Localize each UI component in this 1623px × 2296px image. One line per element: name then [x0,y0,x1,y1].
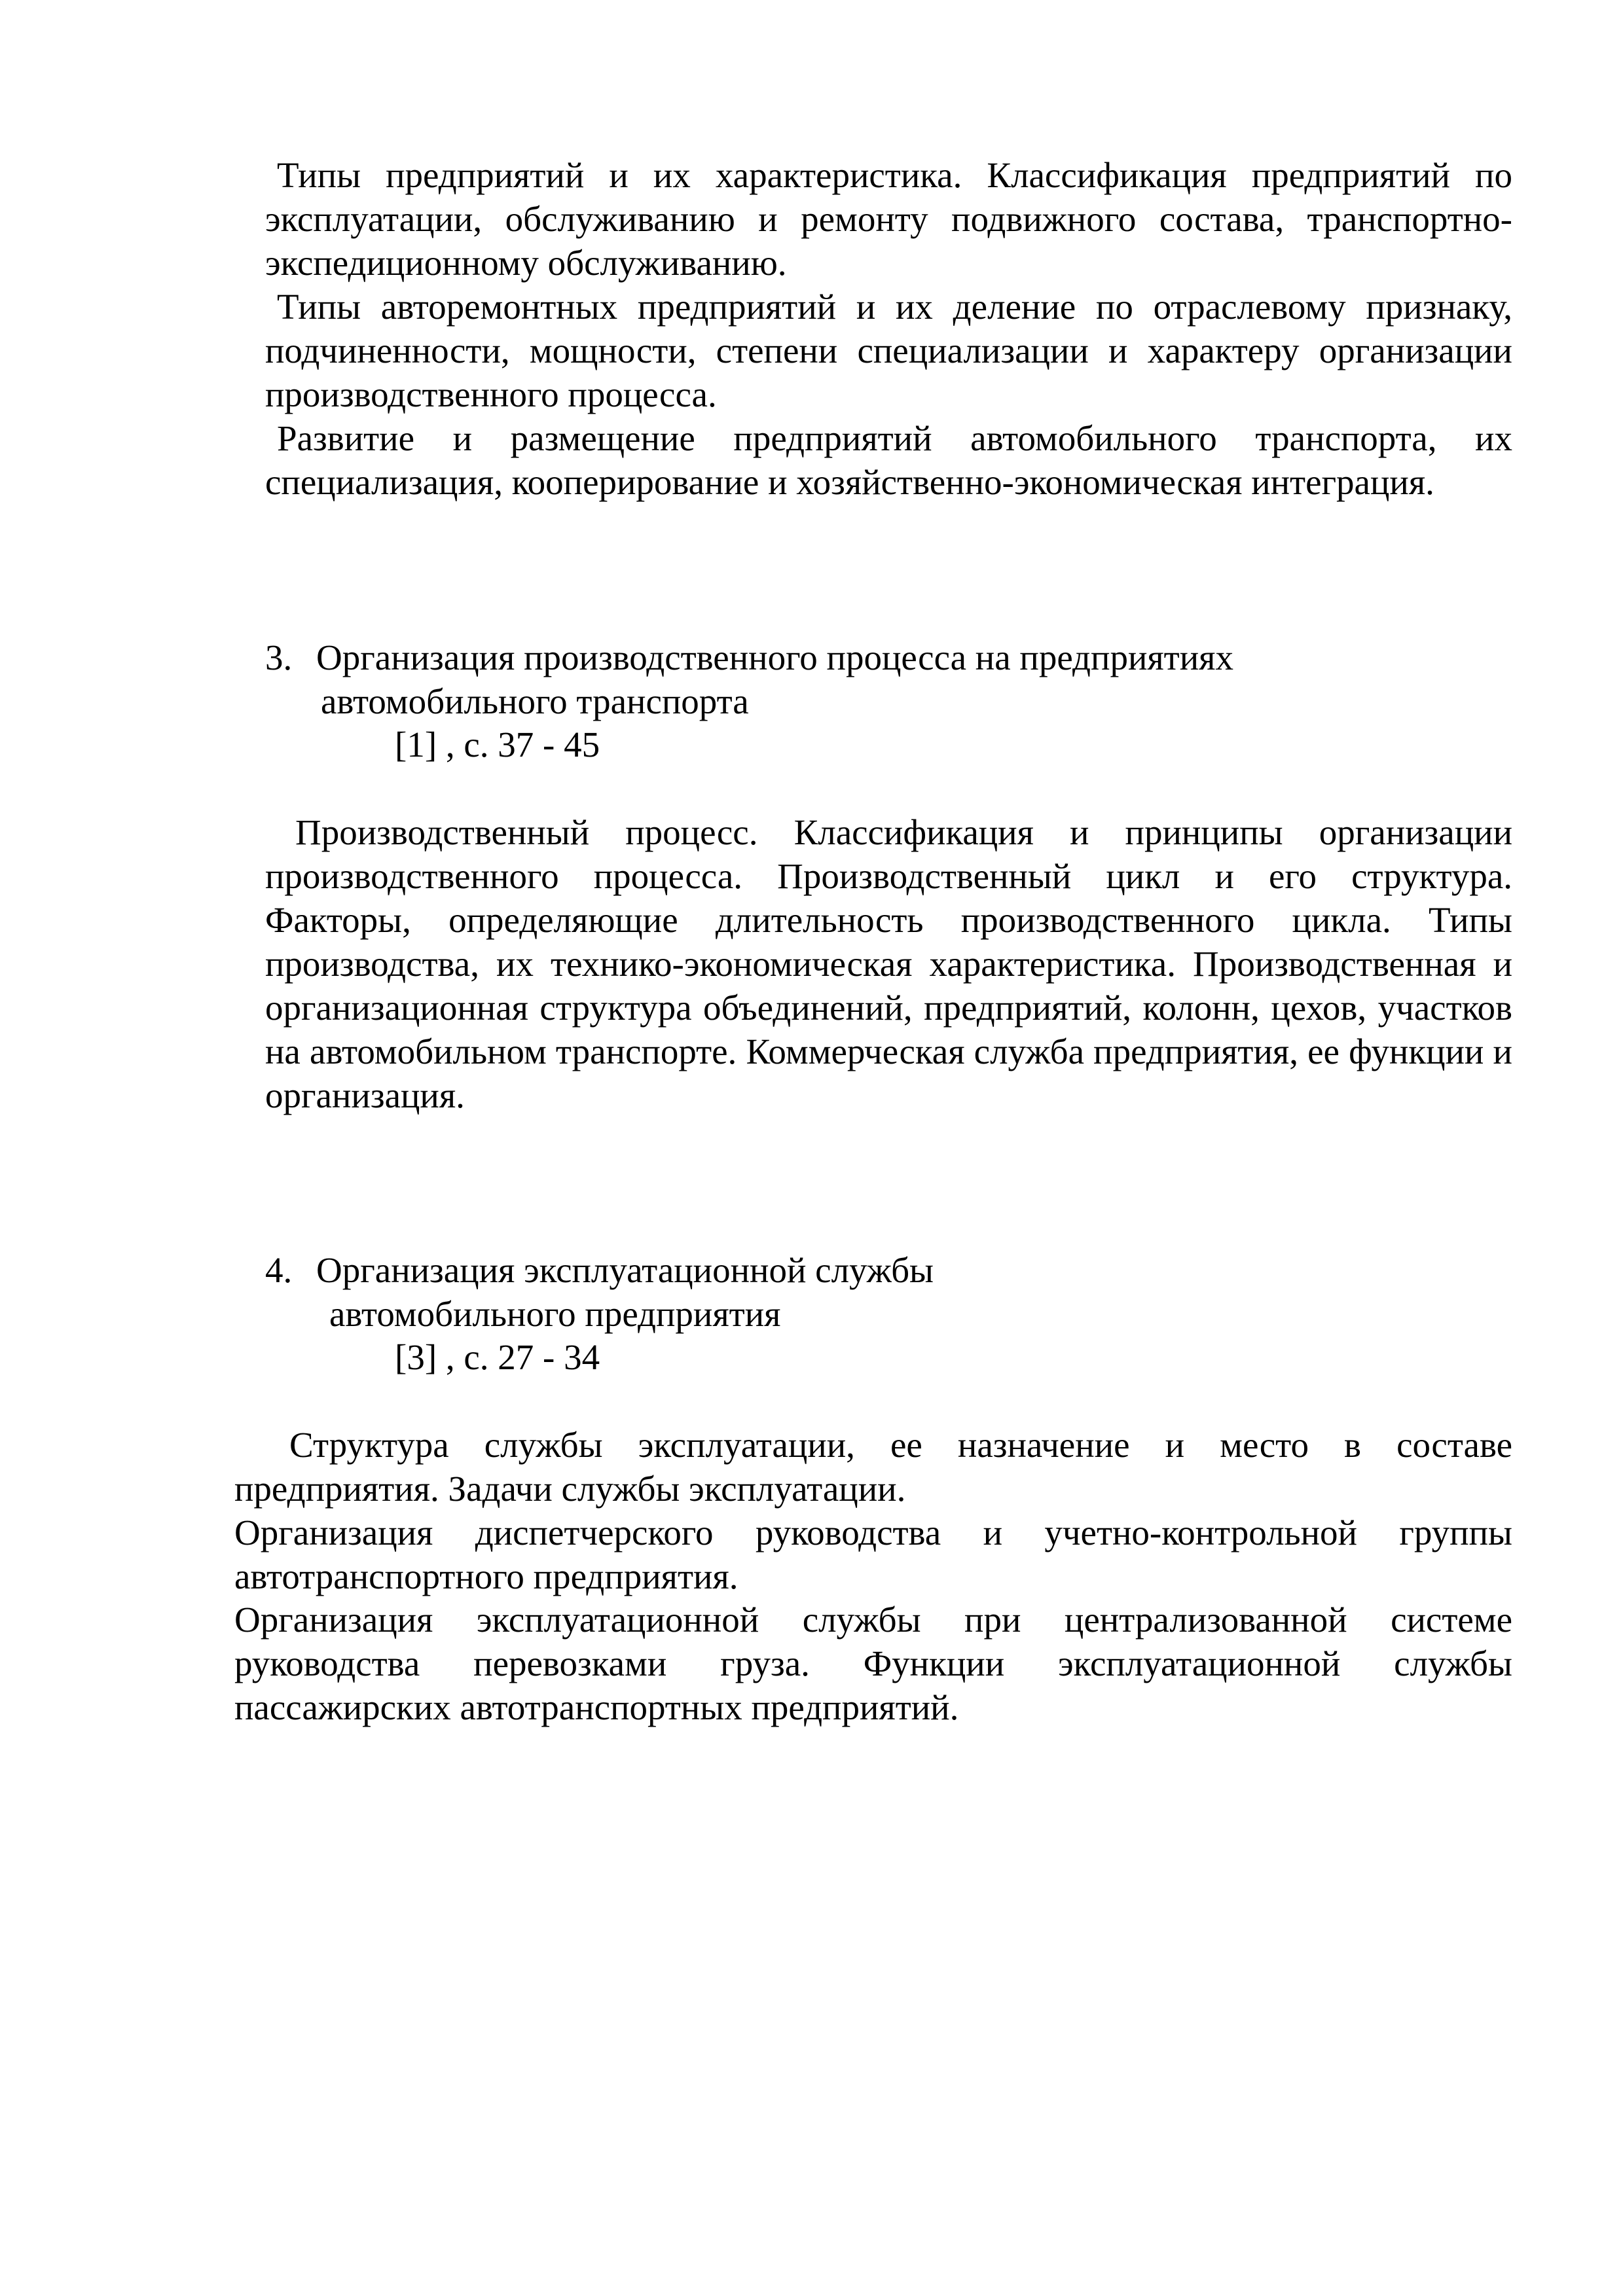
section-3-title [265,636,1233,679]
section-4-title-line-2: автомобильного предприятия [329,1294,781,1334]
section-4-reference: [3] , с. 27 - 34 [395,1337,600,1377]
section-3-title-line-1: Организация производственного процесса на предприятиях [316,637,1233,677]
section-4-title-line-1: Организация эксплуатационной службы [316,1250,934,1290]
section-4-paragraph-2: Организация диспетчерского руководства и учетно-контрольной группы автотранспортного предприятия. [234,1513,1512,1596]
section-4-title-line-2-wrap [329,1292,780,1336]
section-3-number: 3. [265,637,293,677]
section-4-paragraph-1: Структура службы эксплуатации, ее назначение и место в составе предприятия. Задачи службы эксплуатации. [234,1425,1512,1509]
section-3-reference: [1] , с. 37 - 45 [395,725,600,764]
intro-paragraph-2: Типы авторемонтных предприятий и их деление по отраслевому признаку, подчиненности, мощности, степени специализации и характеру организации производственного процесса. [265,287,1512,414]
intro-paragraph-1: Типы предприятий и их характеристика. Классификация предприятий по эксплуатации, обслуживанию и ремонту подвижного состава, транспортно-экспедиционному обслуживанию. [265,155,1512,283]
section-3-title-line-2-wrap [321,679,749,723]
section-4-title [265,1248,934,1292]
section-4-paragraph-3: Организация эксплуатационной службы при централизованной системе руководства перевозками груза. Функции эксплуатационной службы пассажирских автотранспортных предприятий. [234,1600,1512,1727]
section-3-body: Производственный процесс. Классификация и принципы организации производственного процесса. Производственный цикл и его структура. Факторы, определяющие длительность производственного цикла. Типы производства, их технико-экономическая характеристика. Производственная и организационная структура объединений, предприятий, колонн, цехов, участков на автомобильном транспорте. Коммерческая служба предприятия, ее функции и организация. [265,812,1512,1115]
section-4-number: 4. [265,1250,293,1290]
section-3-title-line-2: автомобильного транспорта [321,681,749,721]
intro-paragraph-3: Развитие и размещение предприятий автомобильного транспорта, их специализация, кооперирование и хозяйственно-экономическая интеграция. [265,418,1512,502]
